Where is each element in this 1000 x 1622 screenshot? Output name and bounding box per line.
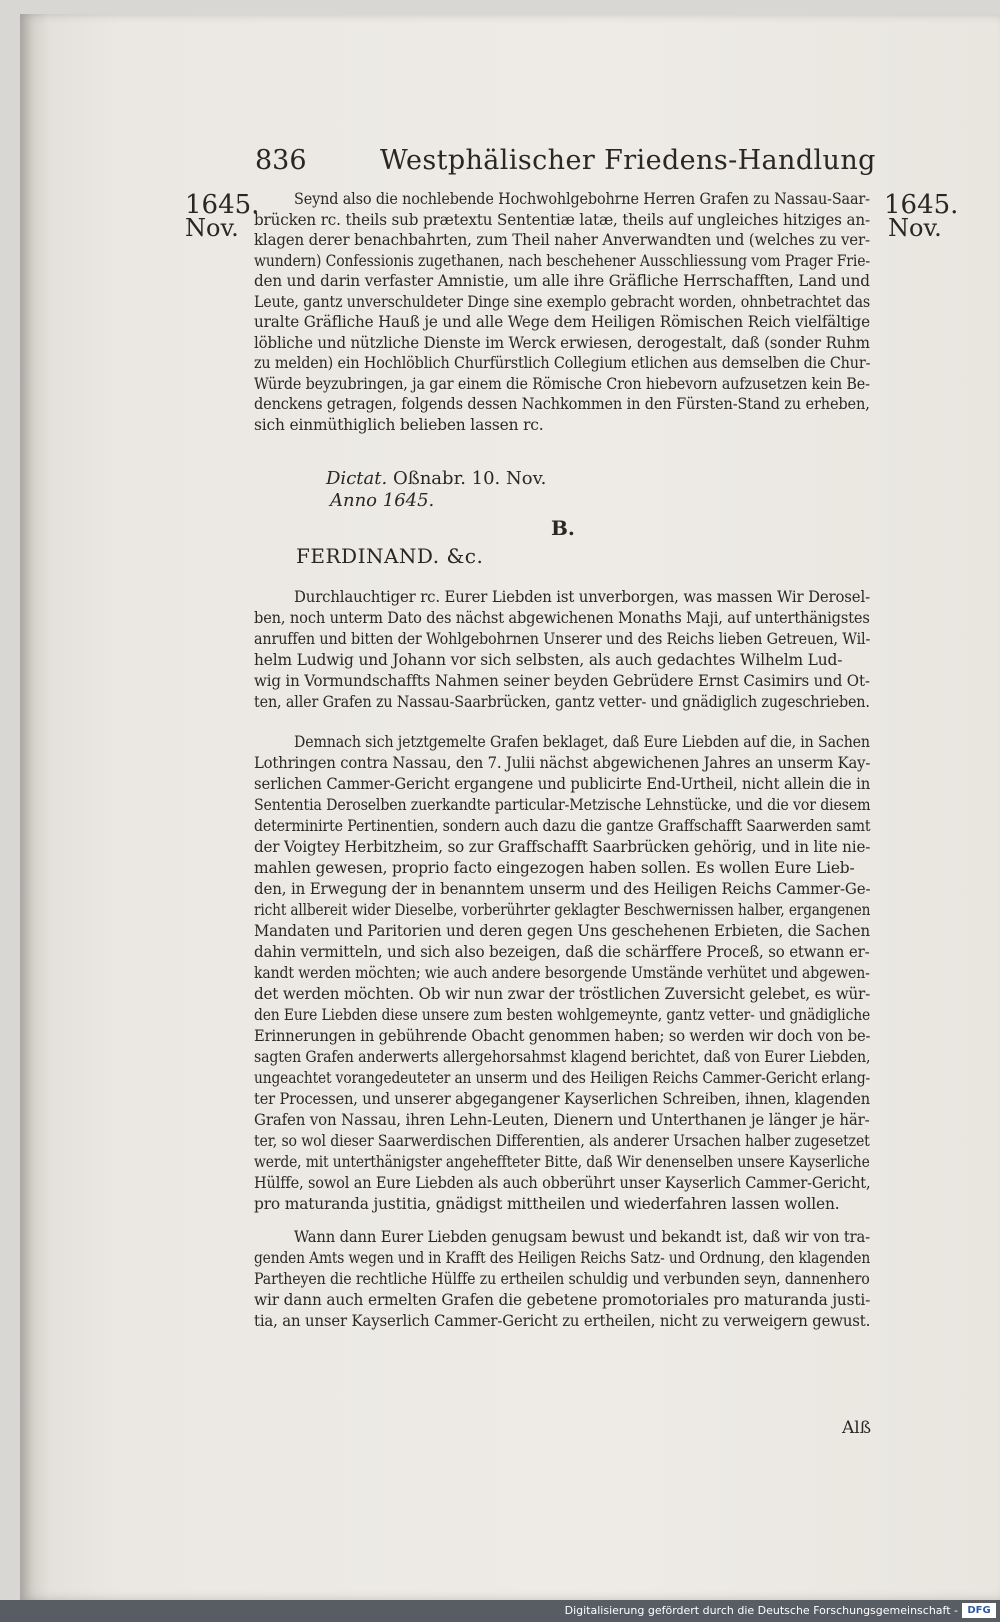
text-line: ben, noch unterm Dato des nächst abgewichenen Monaths Maji, auf unterthänigstes bbox=[254, 609, 870, 627]
text-line: tia, an unser Kayserlich Cammer-Gericht zu ertheilen, nicht zu verweigern gewust. bbox=[254, 1312, 871, 1330]
dictat-place: Oßnabr. bbox=[392, 468, 466, 489]
margin-year-left: 1645. bbox=[185, 190, 260, 220]
text-line: sich einmüthiglich belieben lassen rc. bbox=[254, 415, 544, 434]
text-line: Hülffe, sowol an Eure Liebden als auch obberührt unser Kayserlich Cammer-Gericht, bbox=[254, 1174, 871, 1192]
page-number: 836 bbox=[255, 145, 307, 176]
text-line: den, in Erwegung der in benanntem unserm und des Heiligen Reichs Cammer-Ge- bbox=[254, 880, 871, 898]
text-line: mahlen gewesen, proprio facto eingezogen haben sollen. Es wollen Eure Lieb- bbox=[254, 859, 855, 877]
text-line: wig in Vormundschaffts Nahmen seiner beyden Gebrüdere Ernst Casimirs und Ot- bbox=[254, 672, 870, 690]
running-title: Westphälischer Friedens-Handlung bbox=[380, 145, 876, 176]
text-line: ten, aller Grafen zu Nassau-Saarbrücken, gantz vetter- und gnädiglich zugeschrieben. bbox=[254, 693, 870, 711]
catchword: Alß bbox=[842, 1418, 872, 1438]
text-line: brücken rc. theils sub prætextu Sententiæ latæ, theils auf ungleiches hitziges an- bbox=[254, 210, 870, 229]
text-line: der Voigtey Herbitzheim, so zur Graffschafft Saarbrücken gehörig, und in lite nie- bbox=[254, 838, 871, 856]
dictat-anno: Anno 1645. bbox=[330, 490, 435, 511]
text-line: ungeachtet vorangedeuteter an unserm und des Heiligen Reichs Cammer-Gericht erlang- bbox=[254, 1069, 871, 1087]
text-line: genden Amts wegen und in Krafft des Heiligen Reichs Satz- und Ordnung, den klagenden bbox=[254, 1249, 871, 1267]
text-line: det werden möchten. Ob wir nun zwar der tröstlichen Zuversicht gelebet, es wür- bbox=[254, 985, 871, 1003]
text-line: Grafen von Nassau, ihren Lehn-Leuten, Dienern und Unterthanen je länger je här- bbox=[254, 1111, 870, 1129]
text-line: wir dann auch ermelten Grafen die gebetene promotoriales pro maturanda justi- bbox=[254, 1291, 871, 1309]
section-letter: B. bbox=[551, 516, 575, 540]
dfg-logo: DFG bbox=[962, 1603, 996, 1618]
text-line: Sententia Deroselben zuerkandte particular-Metzische Lehnstücke, und die vor diesem bbox=[254, 796, 871, 814]
text-line: werde, mit unterthänigster angeheffteter Bitte, daß Wir denenselben unsere Kayserliche bbox=[254, 1153, 870, 1171]
text-line: Demnach sich jetztgemelte Grafen beklaget, daß Eure Liebden auf die, in Sachen bbox=[294, 733, 870, 751]
text-line: sagten Grafen anderwerts allergehorsahmst klagend berichtet, daß von Eurer Liebden, bbox=[254, 1048, 871, 1066]
text-line: richt allbereit wider Dieselbe, vorberührter geklagter Beschwernissen halber, ergangenen bbox=[254, 901, 871, 919]
text-line: dahin vermitteln, und sich also bezeigen, daß die schärffere Proceß, so etwann er- bbox=[254, 943, 870, 961]
margin-year-right: 1645. bbox=[884, 190, 959, 220]
margin-month-right: Nov. bbox=[888, 214, 942, 242]
text-line: helm Ludwig und Johann vor sich selbsten, als auch gedachtes Wilhelm Lud- bbox=[254, 651, 843, 669]
text-line: anruffen und bitten der Wohlgebohrnen Unserer und des Reichs lieben Getreuen, Wil- bbox=[254, 630, 871, 648]
text-line: Würde beyzubringen, ja gar einem die Römische Cron hiebevorn aufzusetzen kein Be- bbox=[254, 374, 870, 393]
text-line: ter, so wol dieser Saarwerdischen Differentien, als anderer Ursachen halber zugesetzet bbox=[254, 1132, 870, 1150]
text-line: Wann dann Eurer Liebden genugsam bewust und bekandt ist, daß wir von tra- bbox=[294, 1228, 871, 1246]
text-line: zu melden) ein Hochlöblich Churfürstlich Collegium etlichen aus demselben die Chur- bbox=[254, 354, 871, 372]
text-line: kandt werden möchten; wie auch andere besorgende Umstände verhütet und abgewen- bbox=[254, 964, 870, 982]
footer-credit: Digitalisierung gefördert durch die Deutsche Forschungsgemeinschaft - bbox=[564, 1604, 958, 1617]
text-line: Partheyen die rechtliche Hülffe zu ertheilen schuldig und verbunden seyn, dannenhero bbox=[254, 1270, 870, 1288]
text-line: Lothringen contra Nassau, den 7. Julii nächst abgewichenen Jahres an unserm Kay- bbox=[254, 754, 871, 772]
text-line: denckens getragen, folgends dessen Nachkommen in den Fürsten-Stand zu erheben, bbox=[254, 395, 870, 413]
text-line: klagen derer benachbahrten, zum Theil naher Anverwandten und (welches zu ver- bbox=[254, 231, 870, 249]
text-line: uralte Gräfliche Hauß je und alle Wege dem Heiligen Römischen Reich vielfältige bbox=[254, 313, 870, 331]
salutation: FERDINAND. &c. bbox=[296, 544, 484, 568]
text-line: wundern) Confessionis zugethanen, nach beschehener Ausschliessung vom Prager Frie- bbox=[254, 251, 870, 270]
text-line: Seynd also die nochlebende Hochwohlgebohrne Herren Grafen zu Nassau-Saar- bbox=[294, 190, 870, 208]
dictat-prefix: Dictat. bbox=[326, 468, 388, 489]
text-line: serlichen Cammer-Gericht ergangene und publicirte End-Urtheil, nicht allein die in bbox=[254, 775, 871, 793]
text-line: den und darin verfaster Amnistie, um alle ihre Gräfliche Herrschafften, Land und bbox=[254, 272, 870, 290]
margin-month-left: Nov. bbox=[185, 214, 239, 242]
text-line: Leute, gantz unverschuldeter Dinge sine exemplo gebracht worden, ohnbetrachtet das bbox=[254, 292, 871, 311]
text-line: Durchlauchtiger rc. Eurer Liebden ist unverborgen, was massen Wir Derosel- bbox=[294, 588, 870, 606]
dictat-line bbox=[326, 468, 546, 489]
text-line: den Eure Liebden diese unsere zum besten wohlgemeynte, gantz vetter- und gnädigliche bbox=[254, 1006, 871, 1024]
text-line: pro maturanda justitia, gnädigst mittheilen und wiederfahren lassen wollen. bbox=[254, 1195, 840, 1213]
dictat-date: 10. Nov. bbox=[471, 468, 547, 489]
text-line: ter Processen, und unserer abgegangener Kayserlichen Schreiben, ihnen, klagenden bbox=[254, 1090, 870, 1108]
text-line: löbliche und nützliche Dienste im Werck erwiesen, derogestalt, daß (sonder Ruhm bbox=[254, 333, 870, 352]
text-line: Mandaten und Paritorien und deren gegen Uns geschehenen Erbieten, die Sachen bbox=[254, 922, 870, 940]
text-line: Erinnerungen in gebührende Obacht genommen haben; so werden wir doch von be- bbox=[254, 1027, 871, 1045]
text-line: determinirte Pertinentien, sondern auch dazu die gantze Graffschafft Saarwerden samt bbox=[254, 817, 871, 835]
